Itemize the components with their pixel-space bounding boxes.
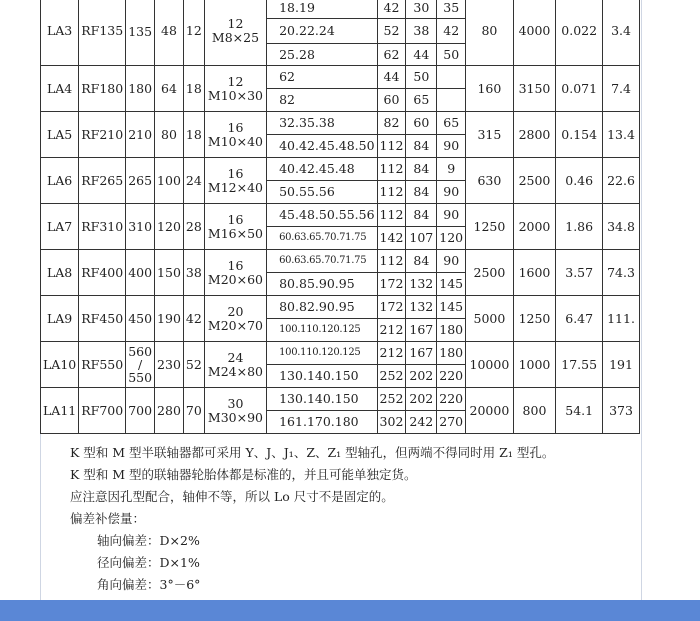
bolt-size: M16×50: [207, 225, 263, 241]
inertia-cell: 0.022: [556, 0, 603, 66]
length-l3-cell: 145: [437, 296, 466, 319]
length-l1-cell: 112: [377, 204, 406, 227]
speed-cell: 3150: [513, 66, 556, 112]
bolt-cell: [204, 250, 266, 296]
bolt-count: 20: [227, 303, 244, 319]
bolt-count: 24: [227, 349, 244, 365]
length-l3-cell: 65: [437, 112, 466, 135]
shaft-diameter-cell: 100.110.120.125: [267, 319, 377, 342]
torque-cell: 1250: [466, 204, 514, 250]
length-l3-cell: 50: [437, 44, 466, 66]
type-cell: RF310: [79, 204, 126, 250]
bolt-size: M8×25: [211, 30, 260, 45]
length-l2-cell: 167: [406, 342, 437, 365]
mass-cell: 373: [603, 388, 640, 434]
torque-cell: 160: [466, 66, 514, 112]
inertia-cell: 3.57: [556, 250, 603, 296]
length-l2-cell: 84: [406, 135, 437, 158]
length-l3-cell: 90: [437, 181, 466, 204]
bolt-cell: [204, 388, 266, 434]
bolt-cell: [204, 342, 266, 388]
dim-a-cell: 230: [155, 342, 184, 388]
note-line: 应注意因孔型配合，轴伸不等，所以 Lo 尺寸不是固定的。: [70, 489, 394, 504]
inertia-cell: 0.071: [556, 66, 603, 112]
type-cell: RF450: [79, 296, 126, 342]
length-l1-cell: 44: [377, 66, 406, 89]
speed-cell: 2500: [513, 158, 556, 204]
diameter-cell: 700: [126, 388, 155, 434]
shaft-diameter-cell: 45.48.50.55.56: [267, 204, 377, 227]
table-row: [41, 204, 640, 227]
type-cell: RF700: [79, 388, 126, 434]
shaft-diameter-cell: 60.63.65.70.71.75: [267, 250, 377, 273]
type-cell: RF180: [79, 66, 126, 112]
length-l2-cell: 84: [406, 204, 437, 227]
length-l2-cell: 84: [406, 250, 437, 273]
length-l3-cell: 270: [437, 411, 466, 434]
speed-cell: 4000: [513, 0, 556, 66]
speed-cell: 1000: [513, 342, 556, 388]
length-l2-cell: 84: [406, 158, 437, 181]
length-l1-cell: 172: [377, 296, 406, 319]
type-cell: RF265: [79, 158, 126, 204]
length-l1-cell: 82: [377, 112, 406, 135]
speed-cell: 2000: [513, 204, 556, 250]
length-l2-cell: 60: [406, 112, 437, 135]
length-l1-cell: 172: [377, 273, 406, 296]
bolt-count: 12: [227, 16, 244, 31]
bolt-cell: [204, 296, 266, 342]
length-l1-cell: 302: [377, 411, 406, 434]
table-row: [41, 250, 640, 273]
bolt-size: M24×80: [207, 363, 263, 379]
length-l2-cell: 132: [406, 296, 437, 319]
inertia-cell: 6.47: [556, 296, 603, 342]
dim-b-cell: 28: [183, 204, 204, 250]
length-l1-cell: 252: [377, 388, 406, 411]
diameter-cell: 135: [126, 0, 155, 66]
length-l1-cell: 62: [377, 44, 406, 66]
length-l1-cell: 212: [377, 342, 406, 365]
bolt-count: 16: [227, 119, 244, 135]
mass-cell: 34.8: [603, 204, 640, 250]
dim-b-cell: 52: [183, 342, 204, 388]
dim-a-cell: 64: [155, 66, 184, 112]
length-l3-cell: 220: [437, 365, 466, 388]
dim-b-cell: 24: [183, 158, 204, 204]
bolt-size: M20×60: [207, 271, 263, 287]
length-l2-cell: 167: [406, 319, 437, 342]
dim-a-cell: 190: [155, 296, 184, 342]
type-cell: RF400: [79, 250, 126, 296]
bolt-cell: [204, 204, 266, 250]
dim-b-cell: 70: [183, 388, 204, 434]
mass-cell: 111.: [603, 296, 640, 342]
length-l3-cell: 90: [437, 250, 466, 273]
length-l3-cell: [437, 89, 466, 112]
dim-b-cell: 12: [183, 0, 204, 66]
length-l1-cell: 112: [377, 181, 406, 204]
mass-cell: 74.3: [603, 250, 640, 296]
type-cell: RF210: [79, 112, 126, 158]
table-row: [41, 388, 640, 411]
shaft-diameter-cell: 32.35.38: [267, 112, 377, 135]
length-l2-cell: 202: [406, 388, 437, 411]
length-l2-cell: 65: [406, 89, 437, 112]
length-l1-cell: 112: [377, 135, 406, 158]
torque-cell: 630: [466, 158, 514, 204]
length-l1-cell: 112: [377, 158, 406, 181]
bolt-size: M12×40: [207, 179, 263, 195]
shaft-diameter-cell: 50.55.56: [267, 181, 377, 204]
deviation-angular: 角向偏差：3°－6°: [97, 577, 201, 592]
inertia-cell: 17.55: [556, 342, 603, 388]
length-l3-cell: 145: [437, 273, 466, 296]
length-l1-cell: 112: [377, 250, 406, 273]
torque-cell: 5000: [466, 296, 514, 342]
length-l1-cell: 60: [377, 89, 406, 112]
torque-cell: 20000: [466, 388, 514, 434]
footer-bar: [0, 600, 700, 621]
dim-b-cell: 38: [183, 250, 204, 296]
bolt-size: M30×90: [207, 409, 263, 425]
model-cell: LA6: [41, 158, 79, 204]
shaft-diameter-cell: 80.82.90.95: [267, 296, 377, 319]
shaft-diameter-cell: 40.42.45.48.50: [267, 135, 377, 158]
length-l1-cell: 212: [377, 319, 406, 342]
dim-a-cell: 150: [155, 250, 184, 296]
length-l2-cell: 202: [406, 365, 437, 388]
length-l2-cell: 132: [406, 273, 437, 296]
shaft-diameter-cell: 40.42.45.48: [267, 158, 377, 181]
shaft-diameter-cell: 20.22.24: [267, 19, 377, 44]
model-cell: LA10: [41, 342, 79, 388]
dim-a-cell: 100: [155, 158, 184, 204]
model-cell: LA3: [41, 0, 79, 66]
torque-cell: 10000: [466, 342, 514, 388]
length-l2-cell: 84: [406, 181, 437, 204]
torque-cell: 2500: [466, 250, 514, 296]
table-row: [41, 66, 640, 89]
length-l2-cell: 50: [406, 66, 437, 89]
length-l2-cell: 242: [406, 411, 437, 434]
torque-cell: 315: [466, 112, 514, 158]
length-l3-cell: 180: [437, 342, 466, 365]
shaft-diameter-cell: 18.19: [267, 0, 377, 19]
bolt-count: 16: [227, 165, 244, 181]
deviation-axial: 轴向偏差：D×2%: [97, 533, 200, 548]
dim-a-cell: 280: [155, 388, 184, 434]
dim-b-cell: 18: [183, 66, 204, 112]
length-l3-cell: 220: [437, 388, 466, 411]
length-l3-cell: [437, 66, 466, 89]
diameter-cell: 310: [126, 204, 155, 250]
length-l3-cell: 120: [437, 227, 466, 250]
table-row: [41, 158, 640, 181]
dim-a-cell: 48: [155, 0, 184, 66]
bolt-cell: [204, 112, 266, 158]
dim-a-cell: 120: [155, 204, 184, 250]
mass-cell: 13.4: [603, 112, 640, 158]
shaft-diameter-cell: 130.140.150: [267, 365, 377, 388]
shaft-diameter-cell: 80.85.90.95: [267, 273, 377, 296]
inertia-cell: 0.154: [556, 112, 603, 158]
model-cell: LA5: [41, 112, 79, 158]
type-cell: RF135: [79, 0, 126, 66]
shaft-diameter-cell: 82: [267, 89, 377, 112]
dim-a-cell: 80: [155, 112, 184, 158]
bolt-cell: [204, 66, 266, 112]
bolt-cell: [204, 158, 266, 204]
length-l1-cell: 142: [377, 227, 406, 250]
torque-cell: 80: [466, 0, 514, 66]
mass-cell: 3.4: [603, 0, 640, 66]
length-l1-cell: 42: [377, 0, 406, 19]
length-l3-cell: 9: [437, 158, 466, 181]
shaft-diameter-cell: 161.170.180: [267, 411, 377, 434]
length-l2-cell: 44: [406, 44, 437, 66]
note-line: 偏差补偿量：: [70, 511, 146, 526]
note-line: K 型和 M 型的联轴器轮胎体都是标准的，并且可能单独定货。: [70, 467, 417, 482]
length-l1-cell: 252: [377, 365, 406, 388]
bolt-size: M10×40: [207, 133, 263, 149]
table-row: [41, 112, 640, 135]
bolt-size: M20×70: [207, 317, 263, 333]
model-cell: LA4: [41, 66, 79, 112]
inertia-cell: 54.1: [556, 388, 603, 434]
mass-cell: 191: [603, 342, 640, 388]
length-l2-cell: 107: [406, 227, 437, 250]
bolt-count: 30: [227, 395, 244, 411]
model-cell: LA7: [41, 204, 79, 250]
dim-b-cell: 18: [183, 112, 204, 158]
diameter-cell: 400: [126, 250, 155, 296]
mass-cell: 7.4: [603, 66, 640, 112]
table-row: [41, 342, 640, 365]
dim-b-cell: 42: [183, 296, 204, 342]
length-l3-cell: 35: [437, 0, 466, 19]
bolt-count: 16: [227, 211, 244, 227]
table-notes: [70, 442, 554, 596]
diameter-cell: 450: [126, 296, 155, 342]
inertia-cell: 1.86: [556, 204, 603, 250]
mass-cell: 22.6: [603, 158, 640, 204]
shaft-diameter-cell: 25.28: [267, 44, 377, 66]
length-l3-cell: 90: [437, 135, 466, 158]
note-line: K 型和 M 型半联轴器都可采用 Y、J、J₁、Z、Z₁ 型轴孔，但两端不得同时用 Z₁ 型孔。: [70, 445, 555, 460]
coupling-spec-table: [40, 0, 640, 434]
shaft-diameter-cell: 60.63.65.70.71.75: [267, 227, 377, 250]
type-cell: RF550: [79, 342, 126, 388]
speed-cell: 1600: [513, 250, 556, 296]
length-l3-cell: 180: [437, 319, 466, 342]
bolt-size: M10×30: [207, 87, 263, 103]
deviation-radial: 径向偏差：D×1%: [97, 555, 200, 570]
table-row: [41, 0, 640, 19]
shaft-diameter-cell: 62: [267, 66, 377, 89]
speed-cell: 1250: [513, 296, 556, 342]
model-cell: LA8: [41, 250, 79, 296]
diameter-cell: 180: [126, 66, 155, 112]
length-l1-cell: 52: [377, 19, 406, 44]
diameter-cell: 265: [126, 158, 155, 204]
bolt-count: 16: [227, 257, 244, 273]
length-l3-cell: 42: [437, 19, 466, 44]
model-cell: LA11: [41, 388, 79, 434]
model-cell: LA9: [41, 296, 79, 342]
diameter-cell: 210: [126, 112, 155, 158]
bolt-count: 12: [227, 73, 244, 89]
diameter-cell: 560 / 550: [126, 342, 155, 388]
shaft-diameter-cell: 100.110.120.125: [267, 342, 377, 365]
length-l2-cell: 38: [406, 19, 437, 44]
length-l2-cell: 30: [406, 0, 437, 19]
bolt-cell: [204, 0, 266, 66]
inertia-cell: 0.46: [556, 158, 603, 204]
length-l3-cell: 90: [437, 204, 466, 227]
shaft-diameter-cell: 130.140.150: [267, 388, 377, 411]
table-row: [41, 296, 640, 319]
speed-cell: 2800: [513, 112, 556, 158]
speed-cell: 800: [513, 388, 556, 434]
